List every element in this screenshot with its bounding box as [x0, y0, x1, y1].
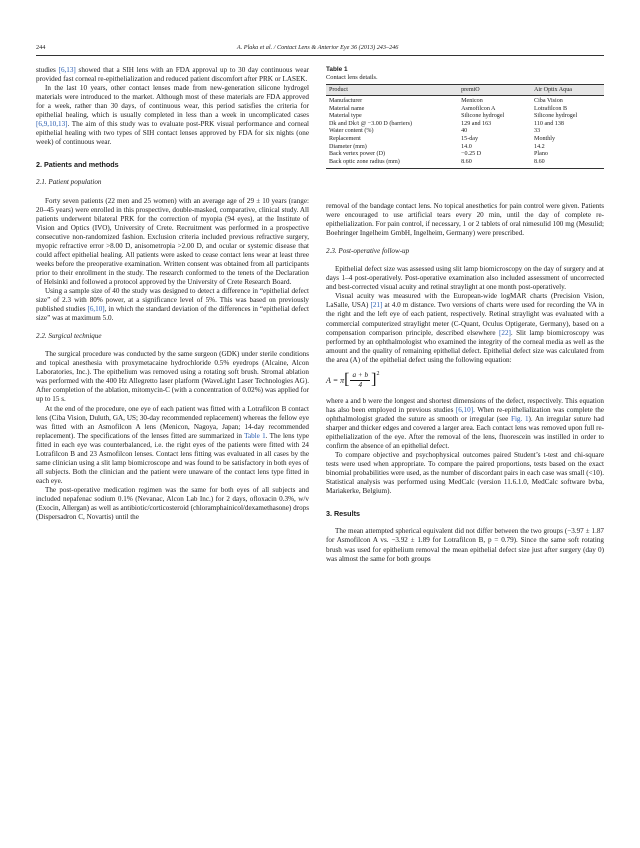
paragraph: removal of the bandage contact lens. No topical anesthetics for pain control were given. Patients were encouraged to use artificial tears every 20 min, until the day of complete re-epithelialization. For pain control, if necessary, 1 or 2 tablets of oral nimesulid 100 mg (Mesulid; Boehringer Ingelheim GmbH, Ingelheim, Germany) were prescribed. — [326, 202, 604, 238]
paragraph: To compare objective and psychophysical outcomes paired Student’s t-test and chi-square tests were used when appropriate. To compare the paired proportions, tests based on the exact binomial probabilities were used, as the number of discordant pairs in each case was small (<10). Statistical analysis was performed using MedCalc (version 11.6.1.0, MedCalc software bvba, Mariakerke, Belgium). — [326, 451, 604, 496]
page-number: 244 — [36, 44, 46, 51]
table-row: Material name Asmofilcon A Lotrafilcon B — [329, 105, 568, 112]
paragraph: The mean attempted spherical equivalent did not differ between the two groups (−3.97 ± 1.87 for Asmofilcon A vs. −3.92 ± 1.89 for Lotrafilcon B, p = 0.79). Since the same soft rotating brush was used for epithelium removal the mean epithelial defect size just after surgery (day 0) was almost the same for both groups — [326, 527, 604, 563]
citation-link[interactable]: [21] — [370, 301, 383, 310]
equation-exponent: 2 — [376, 370, 380, 377]
equation-lhs: A = π — [326, 375, 345, 385]
paragraph: The post-operative medication regimen was the same for both eyes of all subjects and included nepafenac sodium 0.1% (Nevanac, Alcon Lab Inc.) for 2 days, ofloxacin 0.3%, w/v (Exocin, Allergan) as well as antibiotic/corticosteroid (chloramphainicol/dexamethasone) drops (Dispersadron C, Novartis) until the — [36, 485, 309, 522]
table-link[interactable]: Table 1 — [244, 431, 266, 440]
paragraph: Using a sample size of 40 the study was designed to detect a difference in “epithelial defect size” of 2.3 with 80% power, at a significance level of 5%. This was based on previously published studies [6,10], in which the standard deviation of the differences in “epithelial defect size” was at maximum 5.0. — [36, 286, 309, 323]
section-heading: 2. Patients and methods — [36, 160, 119, 170]
table-caption: Contact lens details. — [326, 74, 378, 81]
equation-denominator: 4 — [358, 380, 363, 389]
journal-citation: A. Plaka et al. / Contact Lens & Anterior Eye 36 (2013) 243–246 — [236, 44, 399, 51]
fraction — [350, 371, 370, 390]
header-rule — [36, 55, 604, 56]
paragraph: studies [6,13] showed that a SIH lens with an FDA approval up to 30 day continuous wear provided fast corneal re-epithelialization and reduced patient discomfort after PRK or LASEK. — [36, 66, 309, 84]
paragraph: where a and b were the longest and shortest dimensions of the defect, respectively. This equation has also been employed in previous studies [6,10]. When re-epithelialization was complete the ophthalmologist graded the suture as smooth or irregular (see Fig. 1). An irregular suture had sharper and thicker edges and covered a larger area. Each contact lens was removed upon full re-epithelialization of the eye. After the removal of the lens, fluorescein was instilled in order to confirm the absence of an epithelial defect. — [326, 396, 604, 451]
subsection-heading: 2.1. Patient population — [36, 178, 102, 187]
table-row: Water content (%) 40 33 — [329, 128, 541, 135]
subsection-heading: 2.3. Post-operative follow-up — [326, 247, 410, 256]
table-row: Diameter (mm) 14.0 14.2 — [329, 143, 545, 150]
citation-link[interactable]: [6,13] — [58, 66, 76, 74]
paragraph: The surgical procedure was conducted by the same surgeon (GDK) under sterile conditions and topical anesthesia with proxymetacaine hydrochloride 0.5% eyedrops (Alcaine, Alcon Laboratories, Inc.). The epithelium was removed using a rotating soft brush. Stromal ablation was performed with the 400 Hz Allegretto laser platform (WaveLight Laser Technologies AG). After completion of the ablation, mitomycin-C (with a concentration of 0.02%) was applied for up to 15 s. — [36, 350, 309, 404]
table-row: Material type Silicone hydrogel Silicone hydrogel — [329, 113, 578, 120]
citation-link[interactable]: [6,10] — [455, 405, 474, 414]
right-column — [326, 202, 604, 564]
section-heading: 3. Results — [326, 509, 360, 519]
equation-numerator: a + b — [350, 371, 370, 381]
citation-link[interactable]: [6,10] — [87, 305, 105, 314]
left-column — [36, 66, 309, 522]
table-header: Air Optix Aqua — [531, 85, 604, 96]
paragraph: Visual acuity was measured with the European-wide logMAR charts (Precision Vision, LaSalle, USA) [21] at 4.0 m distance. Two versions of charts were used for recording the VA in the right and the left eye of each patient, respectively. Retinal straylight was evaluated with a commercial computerized straylight meter (C-Quant, Oculus Optigerate, Germany), based on a compensation comparison principle, described elsewhere [22]. Slit lamp biomicroscopy was performed by an ophthalmologist who examined the integrity of the corneal media as well as the amount and the quality of remaining epithelial defect. Epithelial defect size was calculated from the area (A) of the epithelial defect using the following equation: — [326, 292, 604, 364]
table-row: Replacement 15-day Monthly — [329, 135, 556, 142]
area-equation — [326, 371, 604, 390]
paragraph: Forty seven patients (22 men and 25 women) with an average age of 29 ± 10 years (range: 20–45 years) were enrolled in this prospective, double-masked, comparative, clinical study. All patients underwent bilateral PRK for the correction of myopia (94 eyes), at the Institute of Vision and Optics (IVO), University of Crete. Recruitment was performed in a prospective consecutive non-randomized fashion. Exclusion criteria included previous refractive surgery, myopic refractive error >8.00 D, anisometropia >2.00 D, and ocular or systemic disease that could affect epithelial healing. All patients were asked to cease contact lens wear at least three weeks before the preoperative examination. Written consent was obtained from all participants prior to their enrollment in the study. The research conformed to the tenets of the Declaration of Helsinki and followed a protocol approved by the University of Crete Research Board. — [36, 196, 309, 286]
paragraph: Epithelial defect size was assessed using slit lamp biomicroscopy on the day of surgery and at days 1–4 post-operatively. Post-operative examination also included assessment of uncorrected and best-corrected visual acuity and retinal straylight at one month post-operatively. — [326, 265, 604, 292]
table-block — [326, 66, 604, 169]
table-row: Back vertex power (D) −0.25 D Plano — [329, 151, 548, 158]
citation-link[interactable]: [22] — [499, 328, 511, 337]
contact-lens-table — [326, 84, 604, 169]
figure-link[interactable]: Fig. 1 — [510, 414, 529, 423]
table-row: Back optic zone radius (mm) 8.60 8.60 — [326, 159, 604, 169]
table-row: Manufacturer Menicon Ciba Vision — [329, 98, 563, 104]
table-title: Table 1 — [326, 66, 348, 73]
right-bracket: ] — [371, 371, 377, 389]
running-header — [36, 44, 604, 51]
subsection-heading: 2.2. Surgical technique — [36, 332, 102, 341]
paragraph: In the last 10 years, other contact lenses made from new-generation silicone hydrogel materials were introduced to the market. Although most of these materials are FDA approved for a week, rather than 30 days, of continuous wear, this period satisfies the criteria for epithelial healing, which is usually completed in less than a week in uncomplicated cases [6,9,10,13]. The aim of this study was to evaluate post-PRK visual performance and corneal epithelial healing with two types of SIH contact lenses approved by FDA for six nights (one week) of continuous wear. — [36, 84, 309, 147]
table-header: Product — [326, 85, 458, 96]
table-row: Dk and Dk/t @ −3.00 D (barriers) 129 and 163 110 and 138 — [329, 120, 564, 127]
citation-link[interactable]: [6,9,10,13] — [36, 120, 68, 129]
table-header: premiO — [458, 85, 531, 96]
left-bracket: [ — [344, 371, 350, 389]
paragraph: At the end of the procedure, one eye of each patient was fitted with a Lotrafilcon B contact lens (Ciba Vision, Duluth, GA, US; 30-day recommended replacement) whereas the fellow eye was fitted with an Asmofilcon A lens (Menicon, Nagoya, Japan; 14-day recommended replacement). The specifications of the lenses fitted are summarized in Table 1. The lens type fitted in each eye was counterbalanced, i.e. the right eyes of the patients were fitted with 24 Lotrafilcon B and 23 Asmofilcon lenses. Contact lens fitting was evaluated in all cases by the same clinician using a slit lamp biomicroscope and was found to be satisfactory in both eyes of all subjects. Both the clinician and the patient were unaware of the contact lens type fitted in each eye. — [36, 404, 309, 485]
